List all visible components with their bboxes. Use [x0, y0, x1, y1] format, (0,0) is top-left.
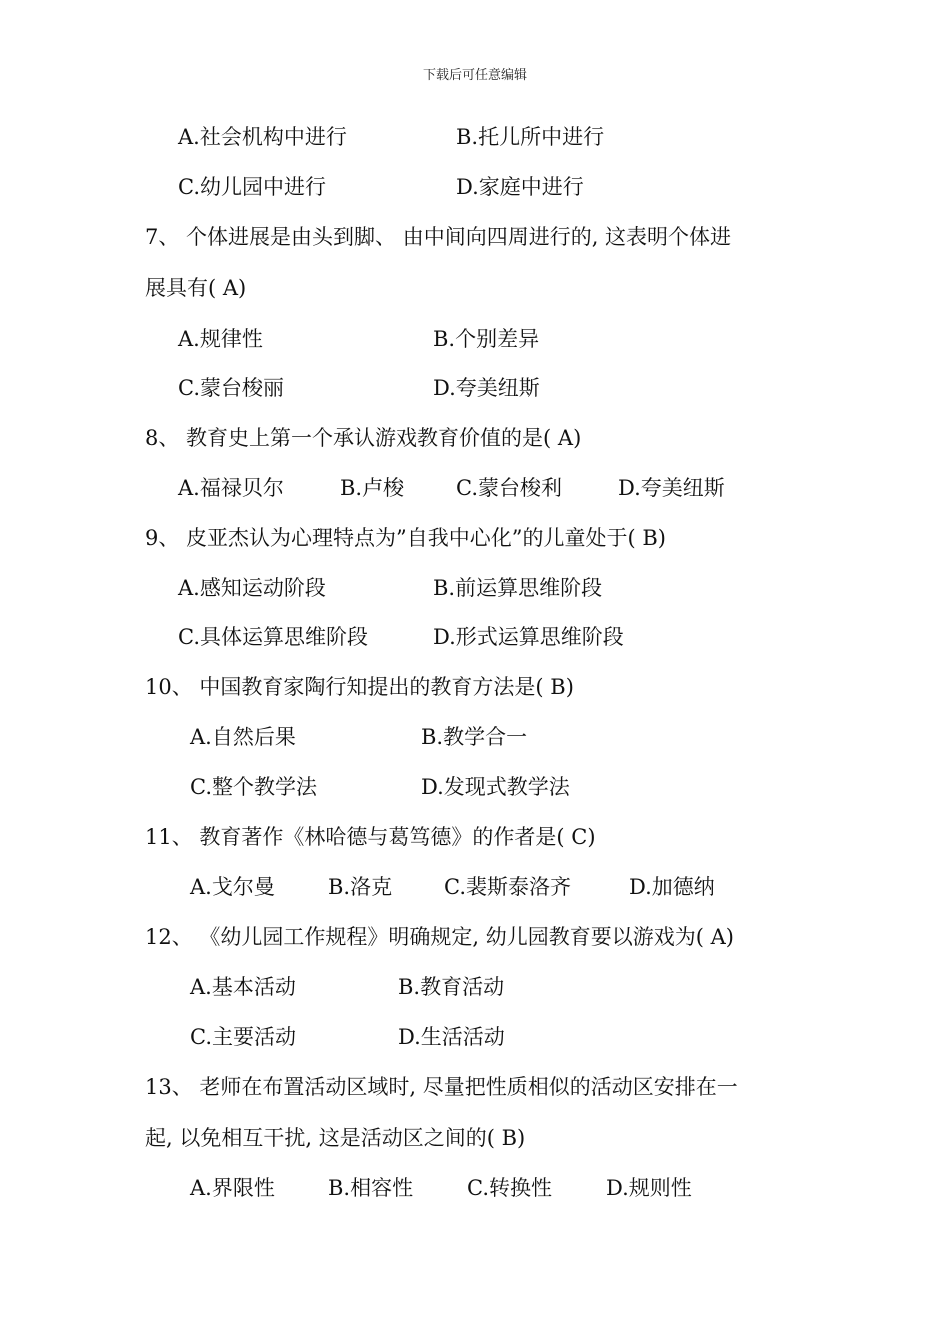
- q11-stem: 11、 教育著作《林哈德与葛笃德》的作者是( C): [145, 825, 596, 849]
- q7-stem-line1: 7、 个体进展是由头到脚、 由中间向四周进行的, 这表明个体进: [145, 225, 732, 249]
- q6-option-a: A.社会机构中进行: [178, 125, 347, 149]
- q12-option-a: A.基本活动: [190, 975, 296, 999]
- q10-option-c: C.整个教学法: [190, 775, 317, 799]
- q13-option-b: B.相容性: [328, 1176, 414, 1200]
- q8-stem: 8、 教育史上第一个承认游戏教育价值的是( A): [145, 426, 582, 450]
- q13-option-c: C.转换性: [467, 1176, 552, 1200]
- q11-option-c: C.裴斯泰洛齐: [444, 875, 571, 899]
- q12-option-b: B.教育活动: [398, 975, 505, 999]
- q12-option-c: C.主要活动: [190, 1025, 296, 1049]
- q11-option-d: D.加德纳: [629, 875, 715, 899]
- q12-option-d: D.生活活动: [398, 1025, 505, 1049]
- page-header: 下载后可任意编辑: [422, 68, 527, 83]
- q10-option-d: D.发现式教学法: [421, 775, 570, 799]
- q8-option-d: D.夸美纽斯: [618, 476, 725, 500]
- q8-option-a: A.福禄贝尔: [178, 476, 284, 500]
- q9-stem: 9、 皮亚杰认为心理特点为”自我中心化”的儿童处于( B): [145, 526, 666, 550]
- q13-stem-line2: 起, 以免相互干扰, 这是活动区之间的( B): [145, 1126, 526, 1150]
- q9-option-b: B.前运算思维阶段: [433, 576, 603, 600]
- q11-option-a: A.戈尔曼: [190, 875, 275, 899]
- q7-stem-line2: 展具有( A): [145, 276, 247, 300]
- q9-option-d: D.形式运算思维阶段: [433, 625, 624, 649]
- q7-option-d: D.夸美纽斯: [433, 376, 540, 400]
- q7-option-c: C.蒙台梭丽: [178, 376, 284, 400]
- q12-stem: 12、 《幼儿园工作规程》明确规定, 幼儿园教育要以游戏为( A): [145, 925, 734, 949]
- q8-option-b: B.卢梭: [340, 476, 405, 500]
- q10-option-a: A.自然后果: [190, 725, 296, 749]
- q6-option-b: B.托儿所中进行: [456, 125, 605, 149]
- q9-option-c: C.具体运算思维阶段: [178, 625, 368, 649]
- q6-option-d: D.家庭中进行: [456, 175, 584, 199]
- q9-option-a: A.感知运动阶段: [178, 576, 326, 600]
- q7-option-b: B.个别差异: [433, 327, 540, 351]
- q13-option-a: A.界限性: [190, 1176, 275, 1200]
- q8-option-c: C.蒙台梭利: [456, 476, 562, 500]
- q13-option-d: D.规则性: [606, 1176, 692, 1200]
- q11-option-b: B.洛克: [328, 875, 393, 899]
- q10-option-b: B.教学合一: [421, 725, 528, 749]
- q10-stem: 10、 中国教育家陶行知提出的教育方法是( B): [145, 675, 574, 699]
- q7-option-a: A.规律性: [178, 327, 263, 351]
- q6-option-c: C.幼儿园中进行: [178, 175, 326, 199]
- q13-stem-line1: 13、 老师在布置活动区域时, 尽量把性质相似的活动区安排在一: [145, 1075, 738, 1099]
